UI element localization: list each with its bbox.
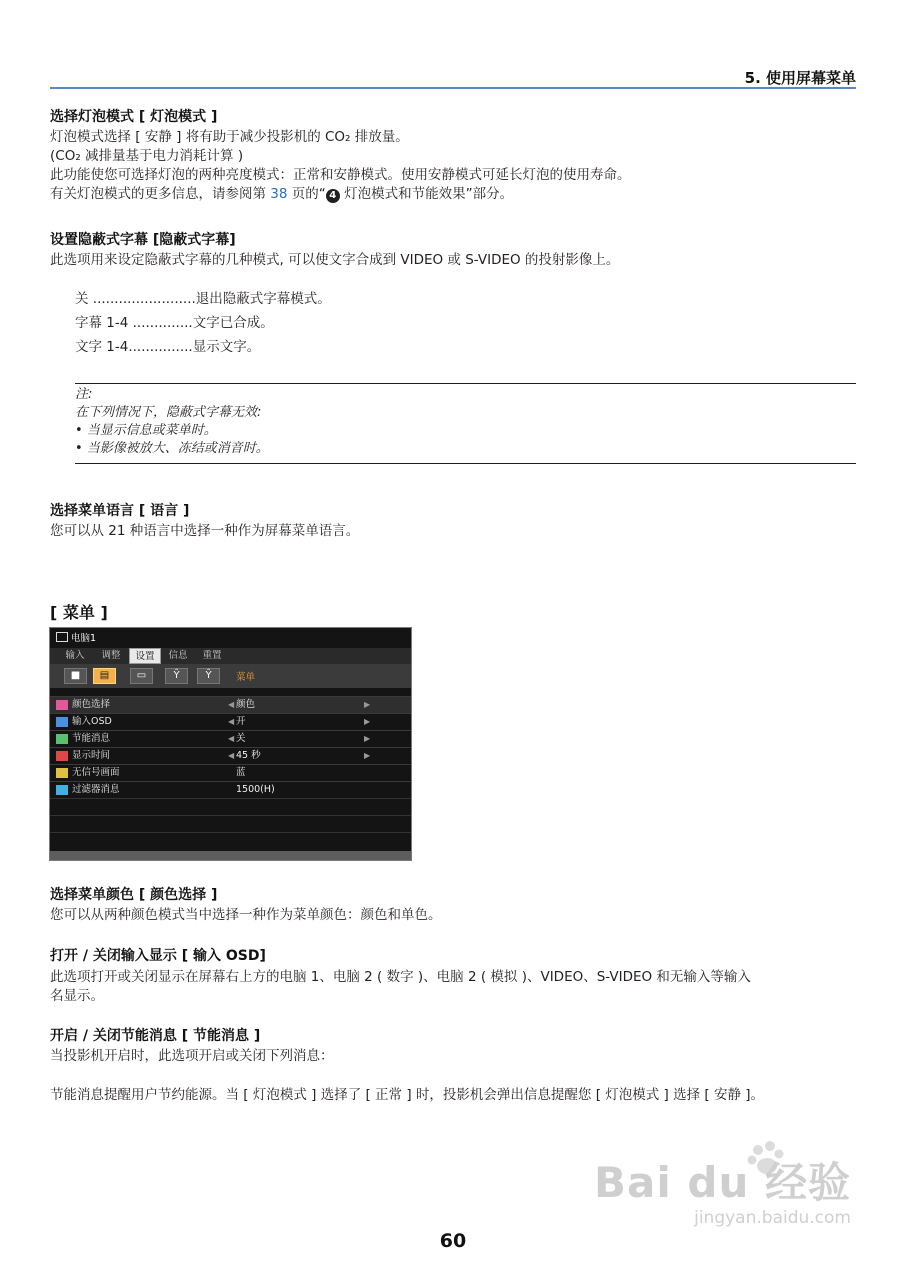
note-label: 注: <box>75 387 93 402</box>
color-select-icon <box>56 700 68 710</box>
osd-menu-screenshot <box>49 627 412 861</box>
osd-empty-row <box>50 798 411 815</box>
right-arrow-icon[interactable]: ▶ <box>364 734 371 743</box>
osd-row-label: 输入OSD <box>72 716 112 727</box>
osd-row-label: 无信号画面 <box>72 767 120 778</box>
eco-message-line-1: 当投影机开启时，此选项开启或关闭下列消息： <box>50 1048 334 1064</box>
menu-section-title: [ 菜单 ] <box>50 603 108 622</box>
osd-source-title <box>56 631 96 647</box>
header-rule <box>50 87 856 89</box>
lamp-line-4-pre: 有关灯泡模式的更多信息，请参阅第 <box>50 186 266 202</box>
osd-row-label: 节能消息 <box>72 733 111 744</box>
cc-option-caption: 字幕 1-4 ..............文字已合成。 <box>75 315 274 331</box>
menu-page-icon[interactable]: ▤ <box>93 668 116 684</box>
osd-tab-adjust[interactable]: 调整 <box>101 650 121 661</box>
osd-row-value: 45 秒 <box>236 750 261 761</box>
color-select-heading: 选择菜单颜色 [ 颜色选择 ] <box>50 887 218 903</box>
cc-option-off: 关 ........................退出隐蔽式字幕模式。 <box>75 291 331 307</box>
language-heading: 选择菜单语言 [ 语言 ] <box>50 503 190 519</box>
osd-empty-row <box>50 832 411 849</box>
osd-icon-bar <box>50 664 411 688</box>
installation-page-icon[interactable]: ▭ <box>130 668 153 684</box>
osd-row-value: 开 <box>236 716 246 727</box>
input-osd-icon <box>56 717 68 727</box>
input-osd-line-1: 此选项打开或关闭显示在屏幕右上方的电脑 1、电脑 2 ( 数字 )、电脑 2 ( 模拟 )、VIDEO、S-VIDEO 和无输入等输入 <box>50 969 751 985</box>
note-line-1: 在下列情况下，隐蔽式字幕无效: <box>75 405 262 420</box>
note-bullet-1: • 当显示信息或菜单时。 <box>75 423 217 438</box>
osd-row-value: 关 <box>236 733 246 744</box>
lamp-line-2: (CO₂ 减排量基于电力消耗计算 ) <box>50 148 244 164</box>
osd-row-label: 颜色选择 <box>72 699 111 710</box>
display-time-icon <box>56 751 68 761</box>
left-arrow-icon[interactable]: ◀ <box>228 700 235 709</box>
osd-bottom-bar <box>50 851 411 860</box>
lamp-line-3: 此功能使您可选择灯泡的两种亮度模式：正常和安静模式。使用安静模式可延长灯泡的使用寿命。 <box>50 167 631 183</box>
osd-row[interactable] <box>50 696 411 713</box>
eco-message-icon <box>56 734 68 744</box>
left-arrow-icon[interactable]: ◀ <box>228 717 235 726</box>
options-1-icon[interactable]: Ŷ <box>165 668 188 684</box>
page-38-link[interactable]: 38 <box>270 186 288 202</box>
osd-page-label: 菜单 <box>236 672 256 683</box>
osd-source-label: 电脑1 <box>71 633 97 644</box>
lamp-line-1: 灯泡模式选择 [ 安静 ] 将有助于减少投影机的 CO₂ 排放量。 <box>50 129 409 145</box>
osd-row[interactable] <box>50 764 411 781</box>
osd-tab-info[interactable]: 信息 <box>168 650 188 661</box>
input-osd-line-2: 名显示。 <box>50 988 104 1004</box>
lamp-line-4-post: 灯泡模式和节能效果”部分。 <box>344 186 514 202</box>
note-bullet-2: • 当影像被放大、冻结或消音时。 <box>75 441 269 456</box>
osd-row[interactable] <box>50 730 411 747</box>
cc-option-text: 文字 1-4...............显示文字。 <box>75 339 261 355</box>
osd-tab-bar <box>50 648 411 664</box>
watermark-url: jingyan.baidu.com <box>694 1208 851 1228</box>
osd-row[interactable] <box>50 713 411 730</box>
watermark-brand: Bai du 经验 <box>594 1158 851 1207</box>
closed-caption-heading: 设置隐蔽式字幕 [隐蔽式字幕] <box>50 232 236 248</box>
lamp-line-4 <box>50 185 513 204</box>
note-bottom-rule <box>75 463 856 464</box>
input-osd-heading: 打开 / 关闭输入显示 [ 输入 OSD] <box>50 948 266 964</box>
filter-message-icon <box>56 785 68 795</box>
page-number: 60 <box>439 1230 467 1252</box>
closed-caption-desc: 此选项用来设定隐蔽式字幕的几种模式, 可以使文字合成到 VIDEO 或 S-VIDEO 的投射影像上。 <box>50 252 620 268</box>
osd-tab-setup[interactable]: 设置 <box>129 648 161 664</box>
osd-tab-input[interactable]: 输入 <box>65 650 85 661</box>
osd-tab-reset[interactable]: 重置 <box>202 650 222 661</box>
general-page-icon[interactable]: ■ <box>64 668 87 684</box>
monitor-icon <box>56 632 68 642</box>
note-top-rule <box>75 383 856 384</box>
osd-row[interactable] <box>50 781 411 798</box>
right-arrow-icon[interactable]: ▶ <box>364 700 371 709</box>
language-desc: 您可以从 21 种语言中选择一种作为屏幕菜单语言。 <box>50 523 360 539</box>
options-2-icon[interactable]: Ŷ <box>197 668 220 684</box>
osd-row[interactable] <box>50 747 411 764</box>
color-select-desc: 您可以从两种颜色模式当中选择一种作为菜单颜色：颜色和单色。 <box>50 907 442 923</box>
osd-row-value: 颜色 <box>236 699 256 710</box>
left-arrow-icon[interactable]: ◀ <box>228 734 235 743</box>
step-4-badge-icon: 4 <box>326 189 340 203</box>
right-arrow-icon[interactable]: ▶ <box>364 717 371 726</box>
osd-row-label: 过滤器消息 <box>72 784 120 795</box>
chapter-title: 5. 使用屏幕菜单 <box>744 69 856 87</box>
osd-row-value: 蓝 <box>236 767 246 778</box>
osd-empty-row <box>50 815 411 832</box>
eco-message-heading: 开启 / 关闭节能消息 [ 节能消息 ] <box>50 1028 261 1044</box>
left-arrow-icon[interactable]: ◀ <box>228 751 235 760</box>
osd-row-value: 1500(H) <box>236 784 275 795</box>
no-signal-screen-icon <box>56 768 68 778</box>
baidu-watermark <box>594 1150 851 1228</box>
osd-row-label: 显示时间 <box>72 750 111 761</box>
eco-message-line-2: 节能消息提醒用户节约能源。当 [ 灯泡模式 ] 选择了 [ 正常 ] 时，投影机会弹出信息提醒您 [ 灯泡模式 ] 选择 [ 安静 ]。 <box>50 1087 765 1103</box>
lamp-line-4-mid: 页的“ <box>291 186 326 202</box>
right-arrow-icon[interactable]: ▶ <box>364 751 371 760</box>
lamp-mode-heading: 选择灯泡模式 [ 灯泡模式 ] <box>50 109 218 125</box>
